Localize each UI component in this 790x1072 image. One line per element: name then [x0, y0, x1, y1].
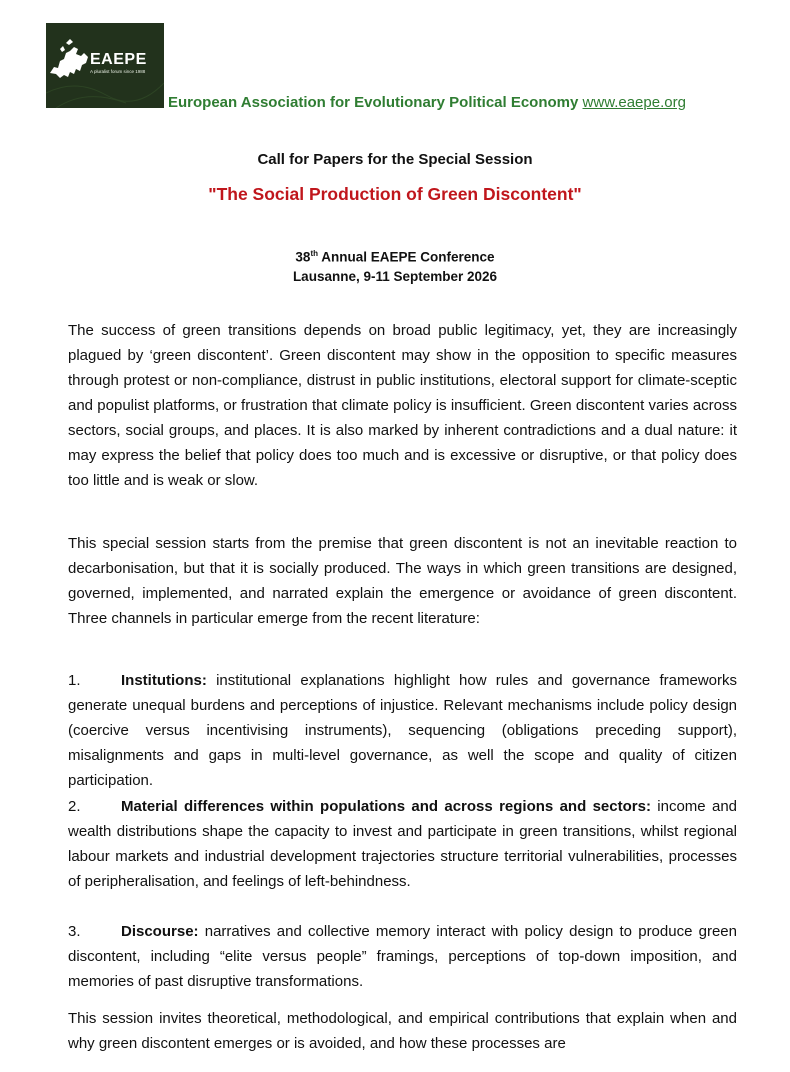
list-item-number: 2. [68, 798, 81, 815]
eaepe-logo [46, 23, 164, 108]
logo-text: EAEPE [90, 51, 147, 68]
conference-ordinal: 38 [295, 249, 311, 265]
org-header [168, 94, 686, 111]
list-item-heading: Institutions: [121, 672, 207, 689]
list-item-number: 1. [68, 672, 81, 689]
conference-ordinal-suffix: th [310, 249, 319, 258]
logo-tagline: A pluralist forum since 1988 [90, 69, 146, 74]
list-item [68, 668, 737, 793]
conference-name [0, 244, 790, 267]
list-item [68, 794, 737, 894]
list-item-text: institutional explanations highlight how rules and governance frameworks generate unequal burdens and perceptions of injustice. Relevant mechanisms include policy design (coercive versus incentivising instruments), sequencing (obligations preceding support), misalignments and gaps in multi-level governance, as well the scope and quality of citizen participation. [68, 672, 737, 789]
list-item-heading: Discourse: [121, 923, 199, 940]
website-link[interactable]: www.eaepe.org [582, 94, 686, 111]
call-for-papers-heading: Call for Papers for the Special Session [257, 151, 533, 168]
intro-paragraph: The success of green transitions depends on broad public legitimacy, yet, they are increasingly plagued by ‘green discontent’. Green discontent may show in the opposition to specific measures through protest or non-compliance, distrust in public institutions, electoral support for climate-sceptic and populist platforms, or frustration that climate policy is insufficient. Green discontent varies across sectors, social groups, and places. It is also marked by inherent contradictions and a dual nature: it may express the belief that policy does too much and is excessive or disruptive, or that policy does too little and is weak or slow. [68, 322, 737, 489]
conference-info [0, 244, 790, 286]
session-title: "The Social Production of Green Discontent" [208, 184, 582, 204]
list-item-text: income and wealth distributions shape the capacity to invest and participate in green transitions, whilst regional labour markets and industrial development trajectories structure territorial vulnerabilities, processes of peripheralisation, and feelings of left-behindness. [68, 798, 738, 890]
list-item-number: 3. [68, 923, 81, 940]
premise-paragraph: This special session starts from the premise that green discontent is not an inevitable reaction to decarbonisation, but that it is socially produced. The ways in which green transitions are designed, governed, implemented, and narrated explain the emergence or avoidance of green discontent. Three channels in particular emerge from the recent literature: [68, 535, 737, 627]
list-item-text: narratives and collective memory interact with policy design to produce green discontent, including “elite versus people” framings, perceptions of top-down imposition, and memories of past disruptive transformations. [68, 923, 737, 990]
list-item-heading: Material differences within populations and across regions and sectors: [121, 798, 651, 815]
org-name: European Association for Evolutionary Political Economy [168, 94, 579, 111]
invite-paragraph: This session invites theoretical, methodological, and empirical contributions that explain when and why green discontent emerges or is avoided, and how these processes are [68, 1010, 737, 1052]
conference-place-date: Lausanne, 9-11 September 2026 [292, 268, 498, 284]
conference-title: Annual EAEPE Conference [321, 249, 495, 265]
list-item [68, 919, 737, 994]
